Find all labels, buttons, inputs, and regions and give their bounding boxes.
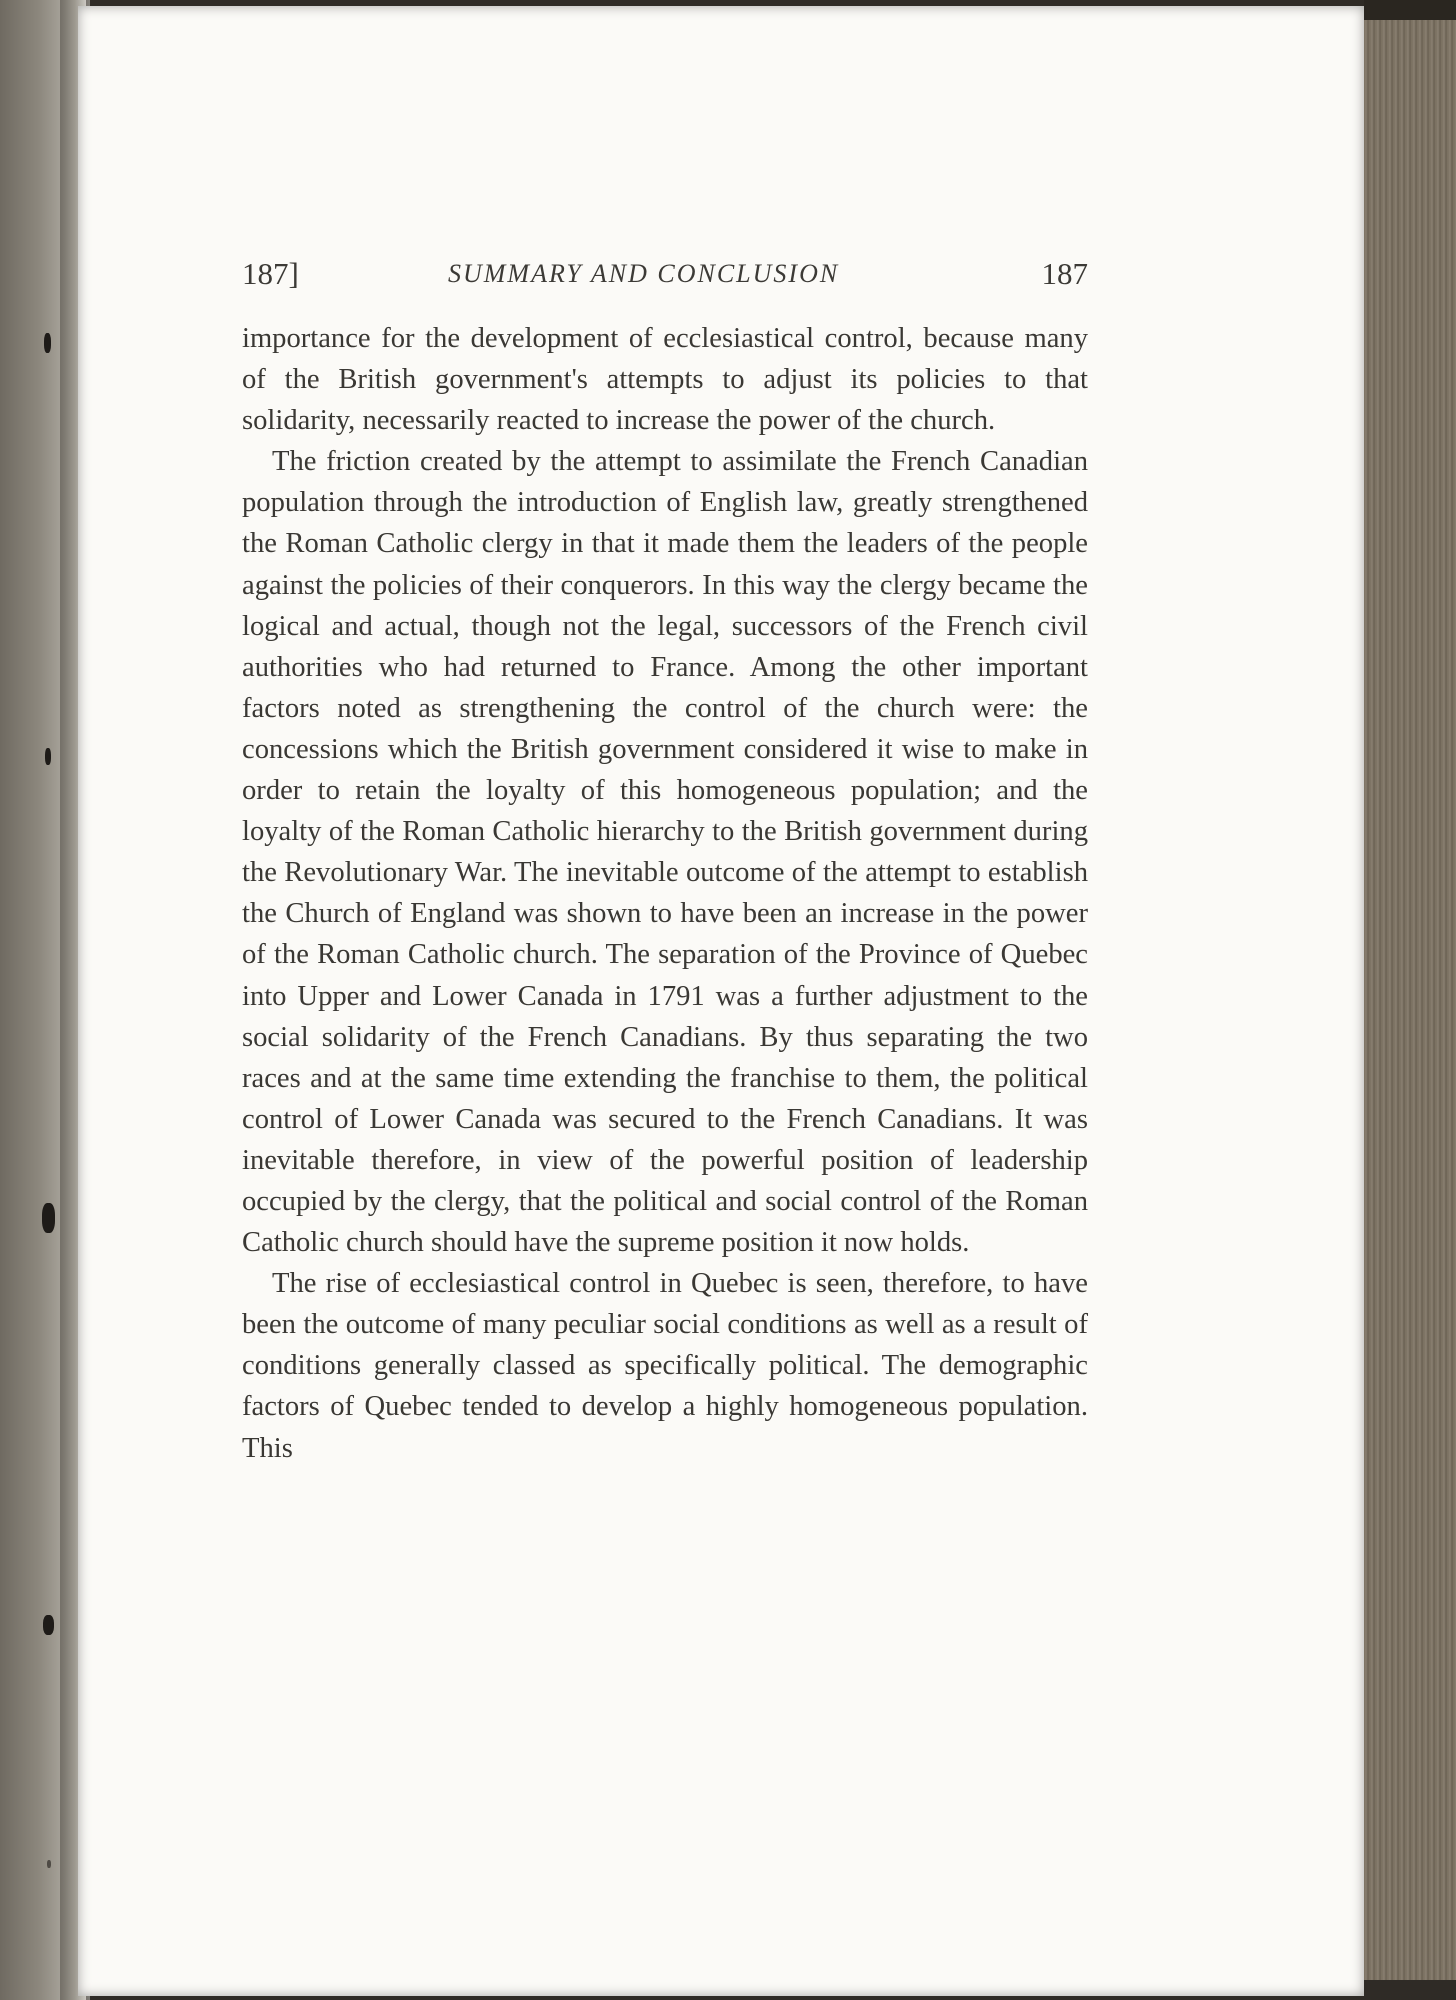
binding-mark bbox=[47, 1860, 51, 1868]
running-head bbox=[242, 252, 1088, 296]
binding-mark bbox=[42, 1203, 55, 1233]
paragraph: importance for the development of ecclesiastical control, because many of the British government's attempts to adjust its policies to that solidarity, necessarily reacted to increase the power of the church. bbox=[242, 323, 1088, 437]
paragraph: The friction created by the attempt to assimilate the French Canadian population through the introduction of English law, greatly strengthened the Roman Catholic clergy in that it made them the leaders of the people against the policies of their conquerors. In this way the clergy became the logical and actual, though not the legal, successors of the French civil authorities who had returned to France. Among the other important factors noted as strengthening the control of the church were: the concessions which the British government considered it wise to make in order to retain the loyalty of this homogeneous population; and the loyalty of the Roman Catholic hierarchy to the British government during the Revolutionary War. The inevitable outcome of the attempt to establish the Church of England was shown to have been an increase in the power of the Roman Catholic church. The separation of the Province of Quebec into Upper and Lower Canada in 1791 was a further adjustment to the social solidarity of the French Canadians. By thus separating the two races and at the same time extending the franchise to them, the political control of Lower Canada was secured to the French Canadians. It was inevitable therefore, in view of the powerful position of leadership occupied by the clergy, that the political and social control of the Roman Catholic church should have the supreme position it now holds. bbox=[242, 446, 1088, 1259]
page-number: 187 bbox=[1041, 256, 1088, 291]
paragraph: The rise of ecclesiastical control in Quebec is seen, therefore, to have been the outcome of many peculiar social conditions as well as a result of conditions generally classed as specifically political. The demographic factors of Quebec tended to develop a highly homogeneous population. This bbox=[242, 1268, 1088, 1464]
binding-mark bbox=[43, 1615, 54, 1635]
binding-mark bbox=[44, 333, 51, 353]
body-text bbox=[242, 318, 1088, 1469]
book-edge bbox=[1364, 20, 1456, 1980]
binding-mark bbox=[45, 748, 51, 765]
running-title: SUMMARY AND CONCLUSION bbox=[448, 259, 840, 288]
chapter-number: 187] bbox=[242, 256, 299, 291]
